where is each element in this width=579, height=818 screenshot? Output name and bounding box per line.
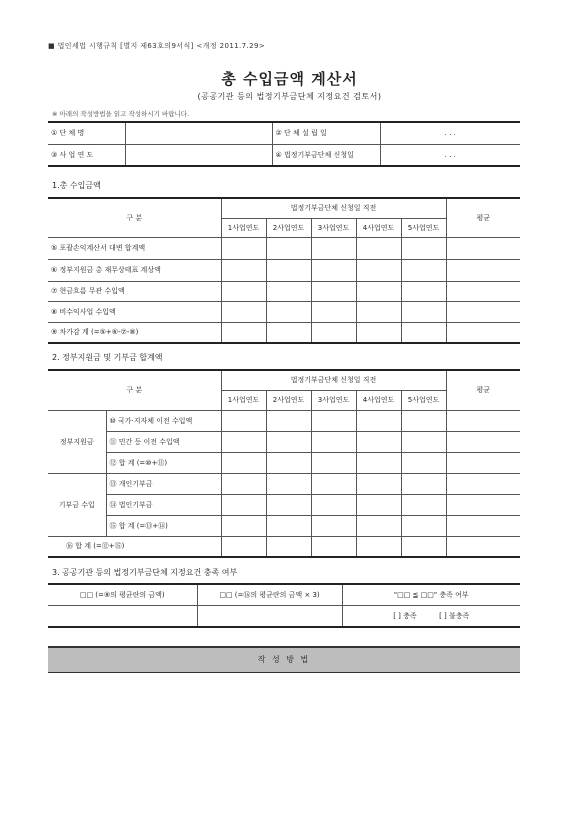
input-cell[interactable] bbox=[356, 473, 401, 494]
gov-grant-group-label: 정부지원금 bbox=[48, 410, 106, 473]
input-cell[interactable] bbox=[221, 322, 266, 343]
input-cell[interactable] bbox=[356, 494, 401, 515]
s2-header-average: 평균 bbox=[446, 370, 520, 410]
s3-header-threshold: □□ (=⑯의 평균란의 금액 × 3) bbox=[197, 584, 342, 605]
org-name-label: ① 단 체 명 bbox=[48, 122, 125, 144]
row-label: ⑬ 개인기부금 bbox=[106, 473, 221, 494]
s1-year-5: 5사업연도 bbox=[401, 218, 446, 237]
row-label: ⑤ 포괄손익계산서 대변 합계액 bbox=[48, 237, 221, 259]
info-table bbox=[48, 121, 520, 167]
input-cell[interactable] bbox=[401, 322, 446, 343]
table-row bbox=[48, 536, 520, 557]
input-cell[interactable] bbox=[266, 431, 311, 452]
row-label: ⑫ 합 계 (=⑩+⑪) bbox=[106, 452, 221, 473]
input-cell[interactable] bbox=[401, 410, 446, 431]
input-cell[interactable] bbox=[356, 410, 401, 431]
input-cell[interactable] bbox=[311, 237, 356, 259]
input-cell[interactable] bbox=[356, 452, 401, 473]
page-subtitle: (공공기관 등의 법정기부금단체 지정요건 검토서) bbox=[197, 92, 382, 101]
input-cell[interactable] bbox=[311, 322, 356, 343]
input-cell[interactable] bbox=[401, 259, 446, 281]
table-row bbox=[48, 237, 520, 259]
org-name-field[interactable] bbox=[125, 122, 272, 144]
table-row bbox=[48, 322, 520, 343]
input-cell[interactable] bbox=[401, 281, 446, 301]
input-cell[interactable] bbox=[266, 515, 311, 536]
s3-header-satisfied: "□□ ≦ □□" 충족 여부 bbox=[342, 584, 520, 605]
input-cell[interactable] bbox=[446, 431, 520, 452]
input-cell[interactable] bbox=[401, 494, 446, 515]
input-cell[interactable] bbox=[221, 431, 266, 452]
input-cell[interactable] bbox=[311, 410, 356, 431]
input-cell[interactable] bbox=[311, 452, 356, 473]
table-row bbox=[48, 431, 520, 452]
s2-year-1: 1사업연도 bbox=[221, 390, 266, 410]
law-reference: ■ 법인세법 시행규칙 [별지 제63호의9서식] <개정 2011.7.29> bbox=[48, 42, 266, 50]
input-cell[interactable] bbox=[356, 431, 401, 452]
s2-year-4: 4사업연도 bbox=[356, 390, 401, 410]
founded-date-field[interactable]: . . . bbox=[380, 122, 520, 144]
input-cell[interactable] bbox=[446, 259, 520, 281]
input-cell[interactable] bbox=[356, 281, 401, 301]
threshold-field[interactable] bbox=[197, 605, 342, 627]
input-cell[interactable] bbox=[266, 237, 311, 259]
input-cell[interactable] bbox=[401, 515, 446, 536]
input-cell[interactable] bbox=[266, 410, 311, 431]
input-cell[interactable] bbox=[221, 494, 266, 515]
input-cell[interactable] bbox=[266, 473, 311, 494]
input-cell[interactable] bbox=[356, 301, 401, 322]
satisfaction-options bbox=[342, 605, 520, 627]
s1-header-category: 구 분 bbox=[48, 198, 221, 237]
input-cell[interactable] bbox=[446, 494, 520, 515]
s2-header-category: 구 분 bbox=[48, 370, 221, 410]
s1-header-average: 평균 bbox=[446, 198, 520, 237]
row-label: ⑭ 법인기부금 bbox=[106, 494, 221, 515]
s1-year-4: 4사업연도 bbox=[356, 218, 401, 237]
not-satisfied-checkbox[interactable]: [ ] 불충족 bbox=[439, 611, 470, 620]
apply-date-label: ④ 법정기부금단체 신청일 bbox=[272, 144, 380, 166]
input-cell[interactable] bbox=[266, 301, 311, 322]
s1-header-group: 법정기부금단체 신청일 직전 bbox=[221, 198, 446, 218]
s2-year-3: 3사업연도 bbox=[311, 390, 356, 410]
s2-year-2: 2사업연도 bbox=[266, 390, 311, 410]
input-cell[interactable] bbox=[266, 259, 311, 281]
input-cell[interactable] bbox=[221, 515, 266, 536]
row-label: ⑪ 민간 등 이전 수입액 bbox=[106, 431, 221, 452]
table-row bbox=[48, 473, 520, 494]
input-cell[interactable] bbox=[221, 237, 266, 259]
s2-header-group: 법정기부금단체 신청일 직전 bbox=[221, 370, 446, 390]
grant-donation-table bbox=[48, 369, 520, 558]
section3-title: 3. 공공기관 등의 법정기부금단체 지정요건 충족 여부 bbox=[52, 568, 238, 577]
input-cell[interactable] bbox=[266, 281, 311, 301]
input-cell[interactable] bbox=[221, 301, 266, 322]
section1-title: 1.총 수입금액 bbox=[52, 181, 101, 190]
input-cell[interactable] bbox=[266, 536, 311, 557]
income-average-field[interactable] bbox=[48, 605, 197, 627]
input-cell[interactable] bbox=[311, 515, 356, 536]
table-row bbox=[48, 259, 520, 281]
input-cell[interactable] bbox=[311, 301, 356, 322]
input-cell[interactable] bbox=[401, 431, 446, 452]
input-cell[interactable] bbox=[446, 301, 520, 322]
input-cell[interactable] bbox=[446, 536, 520, 557]
input-cell[interactable] bbox=[446, 322, 520, 343]
fiscal-year-field[interactable] bbox=[125, 144, 272, 166]
table-row bbox=[48, 452, 520, 473]
input-cell[interactable] bbox=[446, 410, 520, 431]
input-cell[interactable] bbox=[311, 536, 356, 557]
s1-year-3: 3사업연도 bbox=[311, 218, 356, 237]
total-income-table bbox=[48, 197, 520, 344]
input-cell[interactable] bbox=[221, 473, 266, 494]
table-row bbox=[48, 410, 520, 431]
input-cell[interactable] bbox=[266, 494, 311, 515]
row-label: ⑯ 합 계 (=⑫+⑮) bbox=[48, 536, 221, 557]
input-cell[interactable] bbox=[221, 410, 266, 431]
satisfied-checkbox[interactable]: [ ] 충족 bbox=[393, 611, 417, 620]
page-title: 총 수입금액 계산서 bbox=[221, 70, 358, 88]
input-cell[interactable] bbox=[401, 536, 446, 557]
input-cell[interactable] bbox=[356, 259, 401, 281]
writing-guide-header: 작 성 방 법 bbox=[48, 646, 520, 673]
section2-title: 2. 정부지원금 및 기부금 합계액 bbox=[52, 353, 163, 362]
donation-group-label: 기부금 수입 bbox=[48, 473, 106, 536]
input-cell[interactable] bbox=[266, 452, 311, 473]
input-cell[interactable] bbox=[266, 322, 311, 343]
fiscal-year-label: ③ 사 업 연 도 bbox=[48, 144, 125, 166]
row-label: ⑨ 차가감 계 (=⑤+⑥-⑦-⑧) bbox=[48, 322, 221, 343]
input-cell[interactable] bbox=[311, 281, 356, 301]
table-row bbox=[48, 281, 520, 301]
input-cell[interactable] bbox=[221, 281, 266, 301]
table-row bbox=[48, 515, 520, 536]
founded-date-label: ② 단 체 설 립 일 bbox=[272, 122, 380, 144]
input-cell[interactable] bbox=[401, 473, 446, 494]
input-cell[interactable] bbox=[401, 237, 446, 259]
row-label: ⑩ 국가·지자체 이전 수입액 bbox=[106, 410, 221, 431]
table-row bbox=[48, 494, 520, 515]
input-cell[interactable] bbox=[221, 259, 266, 281]
input-cell[interactable] bbox=[401, 301, 446, 322]
row-label: ⑥ 정부지원금 총 재무상태표 계상액 bbox=[48, 259, 221, 281]
s3-header-income: □□ (=⑨의 평균란의 금액) bbox=[48, 584, 197, 605]
s2-year-5: 5사업연도 bbox=[401, 390, 446, 410]
input-cell[interactable] bbox=[356, 515, 401, 536]
input-cell[interactable] bbox=[446, 237, 520, 259]
instruction-notice: ※ 아래의 작성방법을 읽고 작성하시기 바랍니다. bbox=[52, 110, 190, 118]
input-cell[interactable] bbox=[446, 452, 520, 473]
input-cell[interactable] bbox=[356, 322, 401, 343]
input-cell[interactable] bbox=[221, 536, 266, 557]
input-cell[interactable] bbox=[446, 515, 520, 536]
input-cell[interactable] bbox=[311, 473, 356, 494]
row-label: ⑮ 합 계 (=⑬+⑭) bbox=[106, 515, 221, 536]
input-cell[interactable] bbox=[446, 473, 520, 494]
input-cell[interactable] bbox=[356, 536, 401, 557]
s1-year-2: 2사업연도 bbox=[266, 218, 311, 237]
input-cell[interactable] bbox=[311, 259, 356, 281]
row-label: ⑦ 현금흐름 무관 수입액 bbox=[48, 281, 221, 301]
s1-year-1: 1사업연도 bbox=[221, 218, 266, 237]
input-cell[interactable] bbox=[221, 452, 266, 473]
input-cell[interactable] bbox=[401, 452, 446, 473]
table-row bbox=[48, 301, 520, 322]
row-label: ⑧ 비수익사업 수입액 bbox=[48, 301, 221, 322]
input-cell[interactable] bbox=[446, 281, 520, 301]
apply-date-field[interactable]: . . . bbox=[380, 144, 520, 166]
input-cell[interactable] bbox=[356, 237, 401, 259]
input-cell[interactable] bbox=[311, 431, 356, 452]
input-cell[interactable] bbox=[311, 494, 356, 515]
requirement-table bbox=[48, 583, 520, 628]
